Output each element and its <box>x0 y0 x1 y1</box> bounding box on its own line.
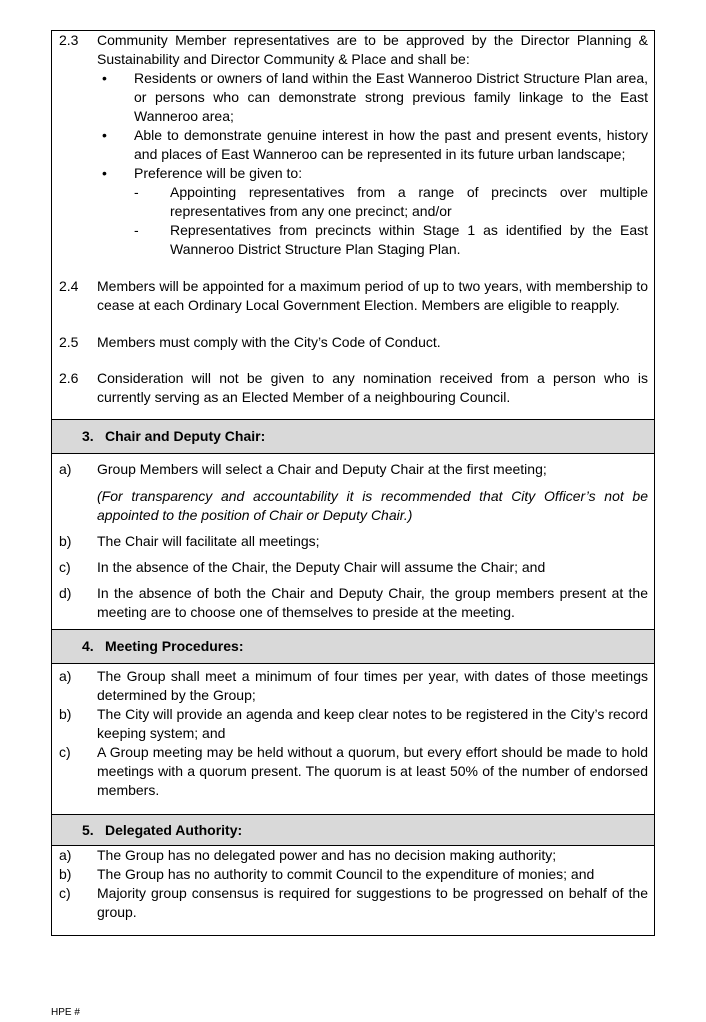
clause-text: Community Member representatives are to be approved by the Director Planning & Sustainability and Director Community & Place and shall be: <box>97 32 648 67</box>
clause-number: 2.6 <box>59 370 79 386</box>
section-2-membership <box>52 31 654 419</box>
section-3-body <box>52 454 654 629</box>
clause-text: Members will be appointed for a maximum period of up to two years, with membership to cease at each Ordinary Local Government Election. Members are eligible to reapply. <box>97 278 648 313</box>
item-letter: b) <box>59 706 72 722</box>
item-letter: d) <box>59 585 72 601</box>
bullet-item <box>52 69 648 126</box>
item-text: The Group has no delegated power and has no decision making authority; <box>97 847 557 863</box>
bullet-text: Able to demonstrate genuine interest in how the past and present events, history and places of East Wanneroo can be represented in its future urban landscape; <box>134 127 648 162</box>
bullet-icon: • <box>102 70 107 86</box>
item-text: In the absence of the Chair, the Deputy Chair will assume the Chair; and <box>97 559 546 575</box>
item-letter: a) <box>59 847 72 863</box>
section-5-body <box>52 846 654 935</box>
section-5-header <box>52 814 654 846</box>
clause-number: 2.5 <box>59 334 79 350</box>
item-letter: a) <box>59 461 72 477</box>
item-text: The City will provide an agenda and keep clear notes to be registered in the City’s record keeping system; and <box>97 706 648 741</box>
bullet-text: Preference will be given to: <box>134 165 303 181</box>
clause-text: Consideration will not be given to any nomination received from a person who is currently serving as an Elected Member of a neighbouring Council. <box>97 370 648 405</box>
bullet-icon: • <box>102 127 107 143</box>
clause-2-6 <box>52 369 648 407</box>
list-item <box>52 743 648 800</box>
sub-item <box>52 183 648 221</box>
section-number: 5. <box>82 821 94 838</box>
bullet-item <box>52 164 648 183</box>
list-item <box>52 584 648 622</box>
clause-2-5 <box>52 333 648 352</box>
item-text: The Chair will facilitate all meetings; <box>97 533 320 549</box>
clause-number: 2.3 <box>59 32 79 48</box>
section-title: Chair and Deputy Chair: <box>105 428 266 444</box>
section-title: Meeting Procedures: <box>105 638 244 654</box>
item-letter: c) <box>59 885 71 901</box>
list-item <box>52 705 648 743</box>
sub-item-text: Appointing representatives from a range of precincts over multiple representatives from any one precinct; and/or <box>170 184 648 219</box>
section-4-body <box>52 664 654 814</box>
item-letter: b) <box>59 866 72 882</box>
item-letter: a) <box>59 668 72 684</box>
list-item <box>52 667 648 705</box>
section-number: 3. <box>82 428 94 444</box>
section-4-header <box>52 629 654 664</box>
item-text: A Group meeting may be held without a quorum, but every effort should be made to hold meetings with a quorum present. The quorum is at least 50% of the number of endorsed members. <box>97 744 648 798</box>
list-item <box>52 846 648 865</box>
item-text: In the absence of both the Chair and Deputy Chair, the group members present at the meeting are to choose one of themselves to preside at the meeting. <box>97 585 648 620</box>
item-text: The Group shall meet a minimum of four times per year, with dates of those meetings determined by the Group; <box>97 668 648 703</box>
clause-2-4 <box>52 277 648 315</box>
clause-2-3 <box>52 31 648 69</box>
clause-number: 2.4 <box>59 278 79 294</box>
section-title: Delegated Authority: <box>105 821 243 838</box>
section-3-header <box>52 419 654 454</box>
recommendation-note <box>52 487 648 525</box>
bullet-text: Residents or owners of land within the East Wanneroo District Structure Plan area, or persons who can demonstrate strong previous family linkage to the East Wanneroo area; <box>134 70 648 124</box>
list-item <box>52 532 648 551</box>
list-item <box>52 460 648 479</box>
sub-item <box>52 221 648 259</box>
section-number: 4. <box>82 638 94 654</box>
clause-text: Members must comply with the City’s Code of Conduct. <box>97 334 441 350</box>
item-text: The Group has no authority to commit Council to the expenditure of monies; and <box>97 866 595 882</box>
sub-item-text: Representatives from precincts within Stage 1 as identified by the East Wanneroo District Structure Plan Staging Plan. <box>170 222 648 257</box>
terms-of-reference-table <box>51 30 655 936</box>
bullet-item <box>52 126 648 164</box>
item-letter: b) <box>59 533 72 549</box>
item-text: Majority group consensus is required for suggestions to be progressed on behalf of the group. <box>97 885 648 920</box>
item-letter: c) <box>59 744 71 760</box>
dash-icon: - <box>134 222 139 238</box>
list-item <box>52 884 648 922</box>
bullet-icon: • <box>102 165 107 181</box>
item-text: Group Members will select a Chair and Deputy Chair at the first meeting; <box>97 461 547 477</box>
list-item <box>52 558 648 577</box>
item-letter: c) <box>59 559 71 575</box>
note-text: (For transparency and accountability it is recommended that City Officer’s not be appointed to the position of Chair or Deputy Chair.) <box>97 488 648 523</box>
list-item <box>52 865 648 884</box>
dash-icon: - <box>134 184 139 200</box>
hpe-reference: HPE # <box>51 1007 80 1018</box>
